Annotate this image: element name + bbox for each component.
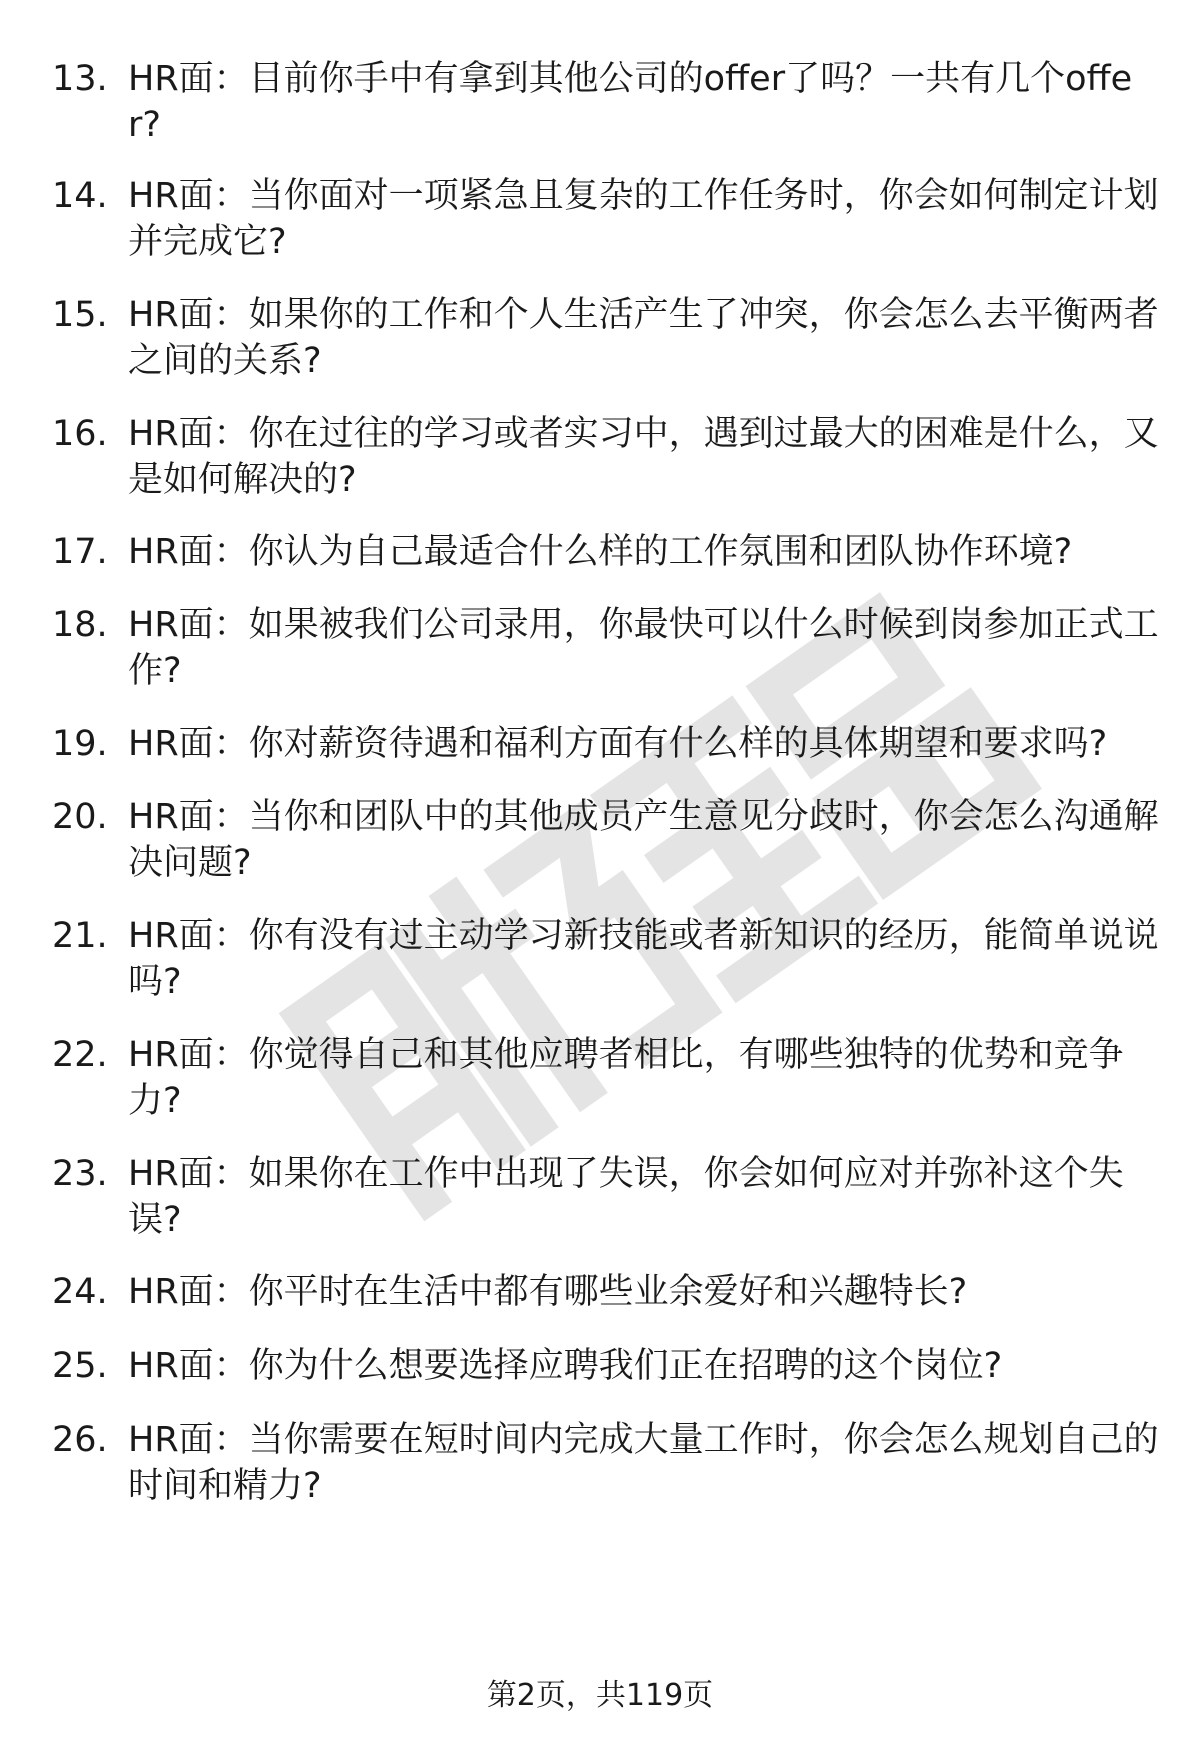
- list-item: [52, 411, 1162, 503]
- list-item: [52, 1269, 1162, 1315]
- page-number: 第2页，共119页: [486, 1678, 714, 1713]
- list-item: [52, 529, 1162, 575]
- question-text: HR面：你在过往的学习或者实习中，遇到过最大的困难是什么，又是如何解决的?: [128, 414, 1159, 500]
- question-text: HR面：你对薪资待遇和福利方面有什么样的具体期望和要求吗?: [128, 724, 1108, 764]
- question-text: HR面：当你和团队中的其他成员产生意见分歧时，你会怎么沟通解决问题?: [128, 797, 1159, 883]
- question-text: HR面：当你需要在短时间内完成大量工作时，你会怎么规划自己的时间和精力?: [128, 1420, 1159, 1506]
- question-number: 19.: [52, 724, 108, 764]
- question-number: 21.: [52, 916, 108, 956]
- question-number: 18.: [52, 605, 108, 645]
- question-number: 25.: [52, 1346, 108, 1386]
- list-item: [52, 292, 1162, 384]
- question-number: 23.: [52, 1154, 108, 1194]
- list-item: [52, 602, 1162, 694]
- list-item: [52, 1032, 1162, 1124]
- question-text: HR面：你有没有过主动学习新技能或者新知识的经历，能简单说说吗?: [128, 916, 1159, 1002]
- question-number: 22.: [52, 1035, 108, 1075]
- question-number: 20.: [52, 797, 108, 837]
- question-text: HR面：如果被我们公司录用，你最快可以什么时候到岗参加正式工作?: [128, 605, 1159, 691]
- question-text: HR面：你觉得自己和其他应聘者相比，有哪些独特的优势和竞争力?: [128, 1035, 1124, 1121]
- list-item: [52, 56, 1162, 148]
- list-item: [52, 173, 1162, 265]
- question-text: HR面：你平时在生活中都有哪些业余爱好和兴趣特长?: [128, 1272, 968, 1312]
- list-item: [52, 1343, 1162, 1389]
- question-text: HR面：你认为自己最适合什么样的工作氛围和团队协作环境?: [128, 532, 1073, 572]
- question-number: 13.: [52, 59, 108, 99]
- list-item: [52, 721, 1162, 767]
- question-number: 17.: [52, 532, 108, 572]
- question-text: HR面：目前你手中有拿到其他公司的offer了吗？一共有几个offer?: [128, 59, 1133, 145]
- question-number: 26.: [52, 1420, 108, 1460]
- question-text: HR面：如果你在工作中出现了失误，你会如何应对并弥补这个失误?: [128, 1154, 1124, 1240]
- question-number: 24.: [52, 1272, 108, 1312]
- question-text: HR面：如果你的工作和个人生活产生了冲突，你会怎么去平衡两者之间的关系?: [128, 295, 1159, 381]
- list-item: [52, 1417, 1162, 1509]
- question-number: 16.: [52, 414, 108, 454]
- question-number: 14.: [52, 176, 108, 216]
- question-text: HR面：当你面对一项紧急且复杂的工作任务时，你会如何制定计划并完成它?: [128, 176, 1159, 262]
- list-item: [52, 913, 1162, 1005]
- list-item: [52, 1151, 1162, 1243]
- list-item: [52, 794, 1162, 886]
- question-text: HR面：你为什么想要选择应聘我们正在招聘的这个岗位?: [128, 1346, 1003, 1386]
- question-number: 15.: [52, 295, 108, 335]
